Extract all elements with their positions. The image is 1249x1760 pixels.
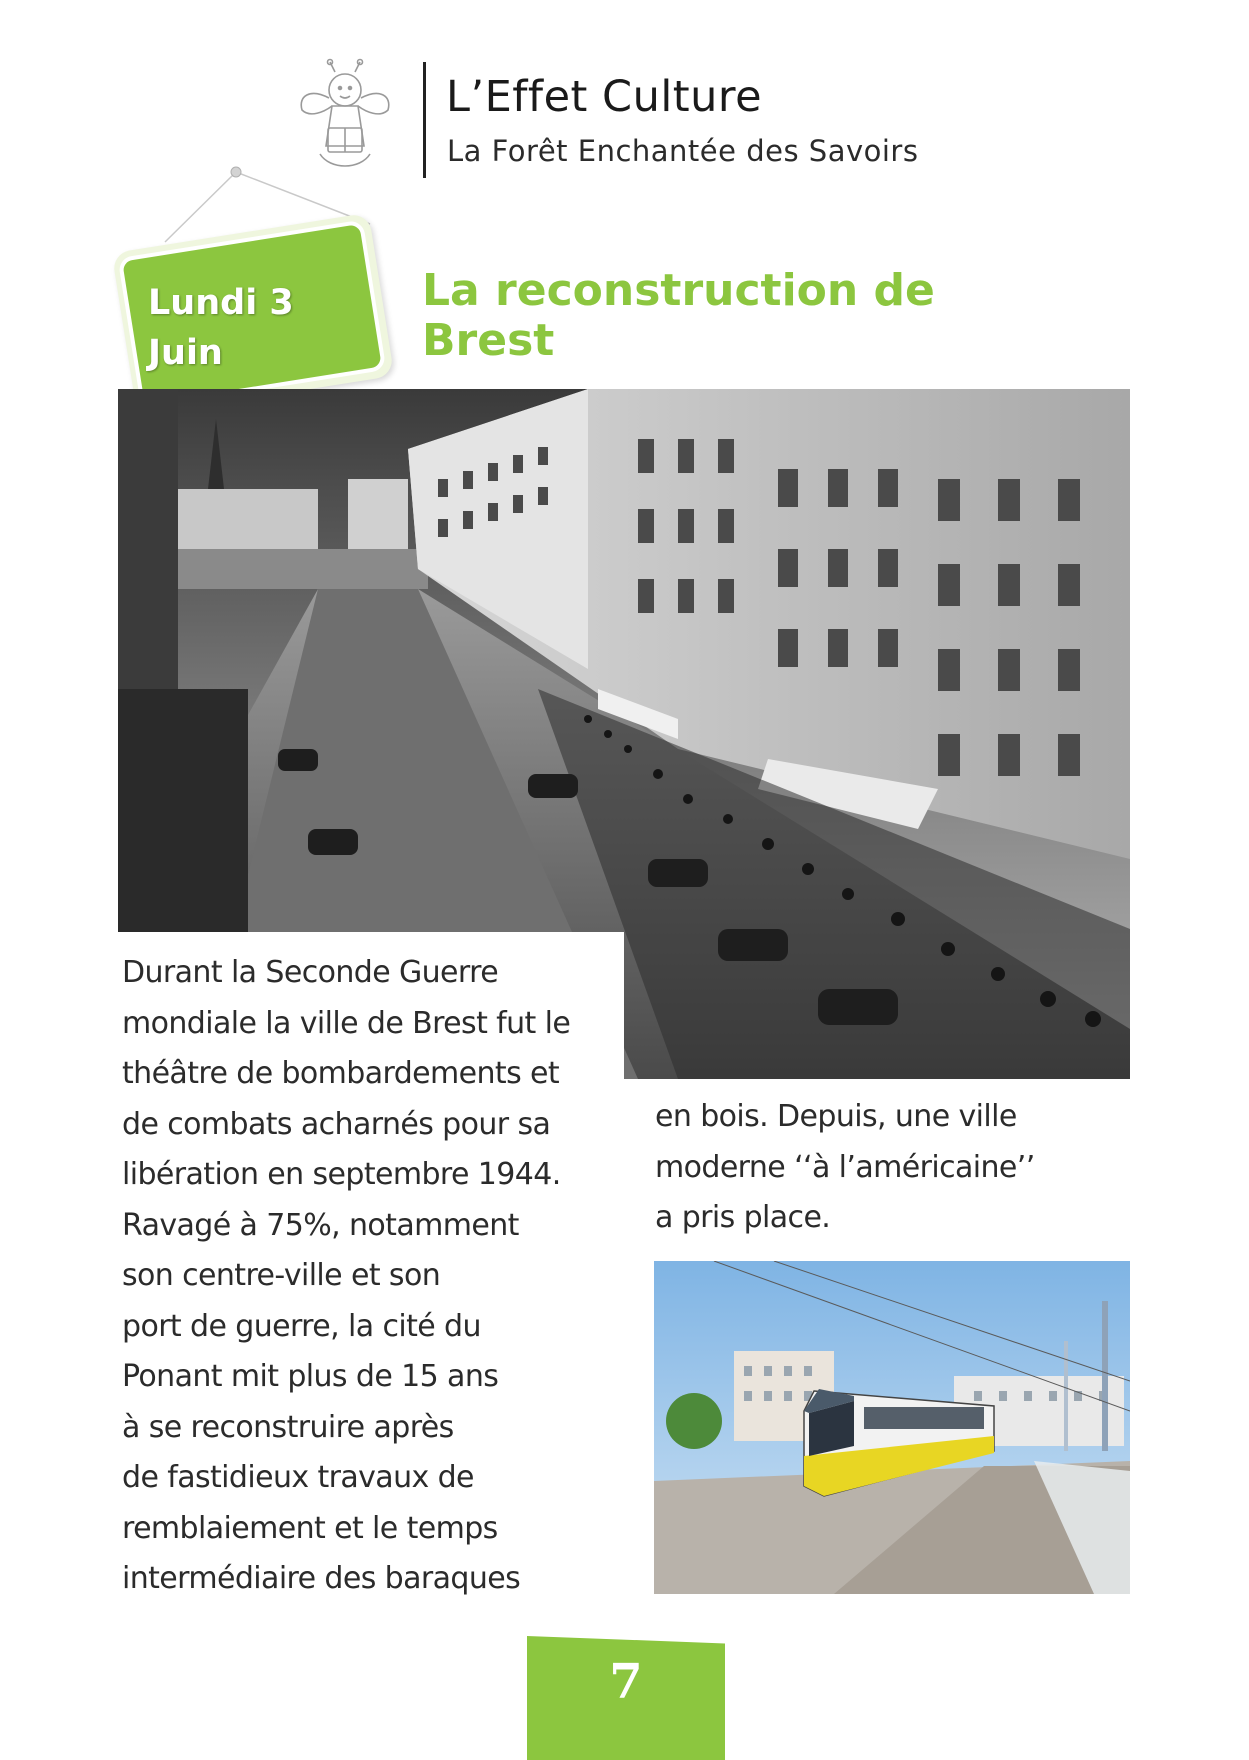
text-line: à se reconstruire après xyxy=(122,1409,454,1445)
brand-subtitle: La Forêt Enchantée des Savoirs xyxy=(447,134,919,168)
text-line: de combats acharnés pour sa xyxy=(122,1106,551,1142)
text-line: en bois. Depuis, une ville xyxy=(655,1099,1017,1134)
date-line-month: Juin xyxy=(148,333,223,373)
fairy-reading-book-icon xyxy=(290,58,400,178)
text-line: libération en septembre 1944. xyxy=(122,1157,561,1192)
article-paragraph-right xyxy=(655,1092,1135,1244)
text-line: port de guerre, la cité du xyxy=(122,1308,481,1344)
text-line: Ravagé à 75%, notamment xyxy=(122,1207,519,1243)
article-title-line-1: La reconstruction de xyxy=(422,265,935,316)
yellow-tram-photo xyxy=(654,1261,1130,1594)
article-title xyxy=(422,266,1122,366)
text-line: a pris place. xyxy=(655,1200,831,1235)
article-paragraph-left xyxy=(122,948,598,1605)
text-line: de fastidieux travaux de xyxy=(122,1460,474,1495)
date-line-day: Lundi 3 xyxy=(148,283,294,323)
text-line: moderne ‘‘à l’américaine’’ xyxy=(655,1149,1035,1185)
text-line: Durant la Seconde Guerre xyxy=(122,955,499,990)
article-title-line-2: Brest xyxy=(422,315,555,366)
brand-title: L’Effet Culture xyxy=(446,72,763,122)
text-line: intermédiaire des baraques xyxy=(122,1561,521,1596)
article-text-right-column xyxy=(655,1092,1135,1244)
date-label xyxy=(148,278,348,378)
text-line: Ponant mit plus de 15 ans xyxy=(122,1359,499,1394)
article-text-left-column xyxy=(118,932,624,1622)
header-divider xyxy=(423,62,426,178)
text-line: son centre-ville et son xyxy=(122,1258,441,1293)
text-line: théâtre de bombardements et xyxy=(122,1056,560,1091)
page-number: 7 xyxy=(609,1654,643,1710)
text-line: mondiale la ville de Brest fut le xyxy=(122,1005,571,1041)
text-line: remblaiement et le temps xyxy=(122,1510,498,1546)
